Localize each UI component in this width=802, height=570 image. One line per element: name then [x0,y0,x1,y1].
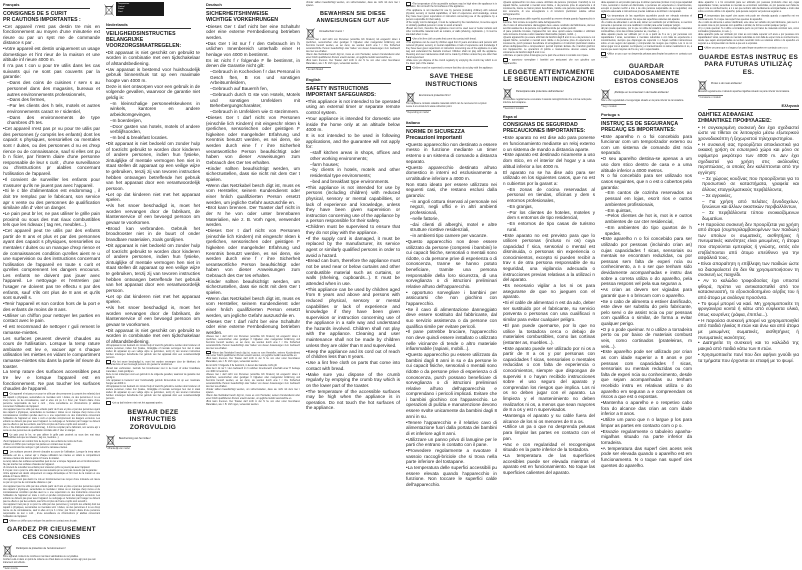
fine-print: •This appliance is not intended for use by persons (including children) with reduced physical, sensory or mental capabilities, or lack of experience and knowledge, unless they have been given supervision or instruction concerning use of the appliance by a person responsible for their safety. [406,9,497,21]
fine-print: Il n'a pas t con u pour tre utilis dans les cas suivants qui ne sont pas couverts par la garantie: [3,470,98,473]
fine-print: Deze is niet ontworpen voor een gebruik in de volgende gevallen, waarvoor de garantie niet geldig is: [106,373,200,379]
warning-icon [601,52,606,56]
crossed-bin-icon [503,86,512,97]
paragraph: •Questo apparecchio destinato all'uso domestico in interni ed esclusivamente a un'altitudine inferiore a 4000 m. [406,164,497,181]
paragraph: •Dieses Ger t darf nicht ber eine Schaltuhr oder eine externe Fernbedienung betrieben werden. [206,23,300,40]
crossed-bin-icon [601,87,610,98]
fine-print: •Brot kann brennen. Der Toaster darf nicht in der N he von oder unter brennbaren Materialien, wie z. B. Vorh ngen, verwendet werden. [206,401,300,407]
fine-print: •Se o cabo de alimenta o estiver danificado, este deve ser substitu do pelo fabricante, pelo servi o de assist ncia ou por pessoas com qualifica o similar, de forma a evitar qualquer perigo. [698,21,799,27]
paragraph: •Utiliser un chiffon pour nettoyer les parties en contact avec le pain. [3,312,100,324]
paragraph: •Mantenga el aparato y su cable fuera del alcance de los ni os menores de 8 a os. [503,413,595,424]
list-item: –Dans des fermes, [7,97,46,103]
fine-print: •Brot kann brennen. Der Toaster darf nicht in der N he von oder unter brennbaren Materialien, wie z. B. Vorh ngen, verwendet werden. [206,358,300,364]
list-item: –In bed & breakfast locaties. [110,135,168,141]
keep-instructions-heading-german: BEWAHREN SIE DIESE ANWEISUNGEN GUT AUF [316,11,390,24]
list-item: –Em cantos de cozinha reservados ao pessoal em lojas, escrit rios e outros ambientes profissionais, [605,190,692,207]
fine-print: •Cet appareil n'est pas destin tre mis en fonctionnement au moyen d'une minuterie ext rieure ou par un syst me de commande distance s par . [3,479,100,485]
fine-print: •Utilize um pano que n o largue p los para limpar as partes em contacto com o p o. [698,46,799,50]
list-item: – Για χρήση από πελάτες ξενοδοχείων, ξενώνων και άλλων οικιστικών περιβαλλόντων, [702,198,799,210]
paragraph: • Η παρούσα συσκευή μπορεί να χρησιμοποιηθεί από παιδιά ηλικίας 8 ετών και άνω και από άτομα με μειωμένες σωματικές, αισθητήριες ή πνευματικές ικανότητες. [698,317,799,340]
paragraph: •El pan puede quemarse, por lo que no utilice la tostadora cerca o debajo de materiales combustibles, como las cortinas (estanter as, muebles...). [503,322,595,345]
paragraph: •La temperatura de las superficies accesibles puede ser elevada mientras el aparato est en funcionamiento. No toque las superficies calientes del aparato. [503,453,595,475]
fine-print: •Use a lint free cloth on parts that come into contact with bread. [406,37,497,41]
paragraph: •O seu aparelho destina-se apenas a um uso dom stico dentro de casa e a uma altitude inferior a 4000 metros. [601,156,692,173]
paragraph: •Dit apparaat is niet bedoeld om zonder hulp of toezicht gebruikt te worden door kinderen of andere personen, indien hun fysieke, zintuiglijke of mentale vermogen hen niet in staat stellen dit apparaat op een veilige wijze te gebruiken, tenzij zij van tevoren instructies hebben ontvangen betreffende het gebruik van het apparaat door een verantwoordelijk persoon. [106,141,200,191]
section-subtitle: WICHTIGE VORKEHRUNGEN [206,16,279,23]
warning-icon [503,58,508,62]
language-label: Ελληνικά [708,103,799,110]
fine-print: •Children must be supervised to ensure that they do not play with the appliance. [406,66,497,70]
list-item: – Σε χώρους κουζίνας που προορίζονται για το προσωπικό σε καταστήματα, γραφεία και άλλους επαγγελματικούς περιβάλλοντα, [702,175,799,192]
column-portuguese [598,0,695,567]
paragraph: •Se o cabo de alimenta o estiver danificado, este deve ser substitu do pelo fabricante, pelo servi o de assist ncia ou por pessoas com qualifica o similar, de forma a evitar qualquer perigo. [601,298,692,326]
column-german [203,0,303,567]
warning-icon [106,360,111,364]
fine-print: •Brot kann brennen. Der Toaster darf nicht in der N he von oder unter brennbaren Materialien, wie z. B. Vorh ngen, verwendet werden. [306,60,400,66]
keep-instructions-heading: GUARDE ESTAS INSTRUÇ ES PARA FUTURAS UTILIZAÇ ES. [698,53,799,76]
paragraph: •Este aparelho n o foi concebido para funcionar com um temporizador externo ou com um sistema de comando dist ncia separado. [601,133,692,156]
warning-icon [406,66,411,70]
paragraph: •Este aparelho pode ser utilizado por crian as com idade superior a 8 anos e por pessoas com capacidades f sicas, sensoriais ou mentais reduzidas ou com falta de experi ncia ou conhecimento, desde que sejam acompanhadas ou tenham recebido instru es relativas utiliza o do aparelho em seguran a e compreendam os riscos a que est o expostas. [601,349,692,400]
paragraph: Es ist nicht f r folgende F lle bestimmt, in denen die Garantie nicht gilt: [206,57,300,69]
fine-print: •Il convient de surveiller les enfants pour s'assurer qu'ils ne jouent pas avec l'appareil. [3,466,91,469]
keep-instructions-heading: GUARDAR CUIDADOSAMENTE ESTOS CONSEJOS [613,62,680,85]
paragraph: •Este aparato est destinado nicamente a uso dom stico, en el interior del hogar y a una altitud inferior a los 4000 m. [503,152,595,169]
column-dutch [103,20,203,567]
paragraph: Non stato ideato per essere utilizzato nei seguenti casi, che restano esclusi dalla garanzia: [406,181,497,198]
paragraph: •Vac e con regularidad el recogemigas situado en la parte inferior de la tostadora. [503,441,595,453]
language-label: Français [3,2,90,9]
paragraph: •Kinder sollten beaufsichtigt werden, um sicherzustellen, dass sie nicht mit dem Ger t spielen. [206,165,300,182]
list-item: –In boerderijen, [110,117,142,123]
section-subtitle: IMPORTANT SAFEGUARDS: [306,91,376,98]
paragraph: •Brood kan verbranden. Gebruik het broodrooster niet in de buurt of onder brandbare materialen, zoals gordijnen. [106,225,200,243]
fine-print: •Si el cable de alimentaci n est da ado, deber ser sustituido por el fabricante, su servicio posventa o personas con una cualificaci n similar para evitar cualquier peligro. [601,21,692,27]
footnote: * Seg n modelo [601,106,617,109]
column-greek [695,0,802,567]
paragraph: •Questo apparecchio non destinato a essere messo in funzione mediante un timer esterno o un sistema di comando a distanza separato. [406,141,497,164]
warning-icon [503,17,508,21]
recycle-note: Your appliance contains valuable materials which can be recovered or recycled. [406,103,487,106]
section-subtitle: BELANGRIJKE VOORZORGSMAATREGELEN: [106,36,182,49]
list-item: –Par les clients des h tels, motels et autres environnements caract re r sidentiel, [7,103,100,114]
environment-section [503,86,595,97]
fine-print: •Wenn das Netzkabel besch digt ist, muss es vom Hersteller, seinem Kundendienst oder einer hnlich qualifizierten Person ersetzt werden, um jegliche Gefahr auszuschlie en. [206,395,300,401]
crossed-bin-icon [104,3,114,15]
warning-icon [601,14,606,18]
section-subtitle: ΣΗΜΑΝΤΙΚΕΣ ΠΡΟΦΥΛΑΞΕΙΣ: [698,117,772,124]
list-item: –nelle fattorie, [410,215,439,221]
paragraph: •Keep the appliance and its cord out of reach of children less than 8 years. [306,348,400,360]
warning-icon [3,392,8,396]
fine-print: •Dieses Ger t darf nicht von Personen (einschlie lich Kindern) mit eingeschr nkten k rperlichen, sensorischen oder geistigen F higkeiten oder mangelnder Erfahrung und Kenntnis benutzt werden, es sei denn, sie werden durch eine f r ihre Sicherheit verantwortliche Person beaufsichtigt oder haben von dieser Anweisungen zum Gebrauch des Ger tes erhalten. [306,39,400,53]
fine-print: •Tenir l'appareil et son cordon hors de la port e des enfants de moins de 8 ans. [3,440,83,443]
footnote: * Je nach Modell [306,69,323,72]
list-item: –in angoli cottura riservati al personale nei negozi, negli uffici e in altri ambienti professionali, [410,198,497,215]
paragraph: • Αν το καλώδιο τροφοδοσίας έχει υποστεί φθορά, πρέπει να αντικατασταθεί από τον κατασκευαστή, το εξουσιοδοτημένο σέρβις του ή από άτομα με ανάλογα προσόντα. [698,278,799,300]
section-title: CONSIGNES DE S CURIT [3,10,67,17]
environment-text: Protec o do meio ambiente! [711,82,742,86]
recycle-note: •Esvazie regularmente o tabuleiro apanha-migalhas situado na parte inferior da torradeira. [698,91,790,94]
fine-print: •Dit apparaat is niet bedoeld om zonder hulp of toezicht gebruikt te worden door kinderen of andere personen, indien hun fysieke, zintuiglijke of mentale vermogen hen niet in staat stellen dit apparaat op een veilige wijze te gebruiken, tenzij zij van tevoren instructies hebben ontvangen betreffende het gebruik van het apparaat door een verantwoordelijk persoon. [106,344,200,359]
list-item: – Σε αγροικίες, [702,192,732,198]
fine-print: •Wenn das Netzkabel besch digt ist, muss es vom Hersteller, seinem Kundendienst oder einer hnlich qualifizierten Person ersetzt werden, um jegliche Gefahr auszuschlie en. [206,352,300,358]
list-item: –Dans des coins de cuisines r serv s au personnel dans des magasins, bureaux et autres environnements professionnels, [7,80,100,97]
divider [406,110,431,111]
fine-print: •Questo apparecchio non deve essere utilizzato da persone (compresi i bambini) le cui capacit fisiche, sensoriali o mentali sono ridotte, o da persone prive di esperienza o di conoscenza, tranne se hanno potuto beneficiare, tramite una persona responsabile della loro sicurezza, di una sorveglianza o di istruzioni preliminari relative all'uso dell'apparecchio. [503,2,595,16]
paragraph: •Questo apparecchio pu essere utilizzato da bambini dagli 8 anni in su e da persone le cui capacit fisiche, sensoriali o mentali sono ridotte o da persone prive di esperienza o di conoscenza, purch possano beneficiare di sorveglianza o di istruzioni preliminari relative all'uso dell'apparecchio e comprendano i pericoli implicati. Evitare che i bambini giochino con l'apparecchio. Le operazioni di pulizia e manutenzione devono essere svolte unicamente da bambini dagli 8 anni in su. [406,352,497,419]
section-subtitle: PR CAUTIONS IMPORTANTES : [3,16,81,23]
paragraph: •Il est recommand de nettoyer r guli rement le ramasse-miettes. [3,324,100,335]
recycle-note: Confiez celui-ci dans un point de collecte ou d faut dans un centre service agr pour que son traitement soit effectu . [3,559,96,565]
environment-text: Participons la protection de l'environnement ! [16,547,66,551]
fine-print: •Este aparato no est previsto para que lo utilicen personas (incluso ni os) cuya capacidad f sica, sensorial o mental est disminuida, o personas sin experiencia o conocimientos, excepto si pueden recibir a trav s de otra persona responsable de su seguridad, una vigilancia adecuada o instrucciones previas relativas a la utilizaci n del aparato. [601,2,692,13]
fine-print: •If the supply cord is damaged, it must be replaced by the manufacturer, its service agent or similarly qualified persons in order to avoid a hazard. [406,21,497,27]
fine-print: •Utiliser un chiffon pour nettoyer les parties en contact avec le pain. [3,519,100,523]
list-item: –dai clienti di alberghi, motel e altre strutture ricettive residenziali, [410,221,497,233]
paragraph: La temp rature des surfaces accessibles peut tre lev e lorsque l'appareil est en fonctionnement. Ne pas toucher les surfaces chaudes de l'appareil. [3,369,100,392]
section-title: INSTRUÇ ES DE SEGURANÇA [601,120,679,127]
fine-print: •Make sure you dispose of the crumb regularly by emptying the crumb tray which is on the lower part of the toaster. [406,59,497,65]
recycle-note: Votre appareil contient de nombreux mat riaux valorisables ou recyclables. [3,556,79,559]
fine-print: •Utilice un pa o que no desprenda pelusas para limpiar las partes en contacto con el pan. [601,53,692,59]
fine-print: •Le pain peut br ler, ne pas utiliser le grille pain proximit ou sous des mat riaux combustibles tels que les rideaux ( tag res, meubles...). [3,434,100,440]
paragraph: •Mantenha o aparelho e o respetivo cabo fora do alcance das crian as com idade inferior a 8 anos. [601,400,692,417]
fine-print: •Se il cavo di alimentazione danneggiato deve essere sostituito dal fabbricante, dal suo servizio assistenza o da persone con qualifica simile per evitare pericoli. [503,24,595,30]
paragraph: •Questo apparecchio non deve essere utilizzato da persone (compresi i bambini) le cui capacit fisiche, sensoriali o mentali sono ridotte, o da persone prive di esperienza o di conoscenza, tranne se hanno potuto beneficiare, tramite una persona responsabile della loro sicurezza, di una sorveglianza o di istruzioni preliminari relative all'uso dell'apparecchio. [406,239,497,289]
list-item: –farm houses; [310,161,340,167]
paragraph: •Utilice un pa o que no desprenda pelusas para limpiar las partes en contacto con el pan. [503,424,595,441]
fine-print: •Let op dat kinderen niet met het apparaat spelen. [106,401,200,405]
paragraph: • Η συγκεκριμένη συσκευή δεν έχει σχεδιαστεί ώστε να τίθεται σε λειτουργία μέσω εξωτερικού χρονοδιακόπτη ή ξεχωριστού τηλεχειριστηρίου. [698,124,799,141]
fine-print: •Bread can burn, therefore the appliance must not be used near or below curtains and other combustible material such as curtains, or walls (shelving, cupboards...). It must be attended when in use. [406,27,497,36]
paragraph: •Provvedere regolarmente a svuotare il vassoio raccogli-briciole che si trova nella parte inferiore del tostapane. [406,448,497,465]
fine-print: •Brood kan verbranden. Gebruik het broodrooster niet in de buurt of onder brandbare materialen, zoals gordijnen. [106,367,200,373]
paragraph: • Χρησιμοποιείτε πανί που δεν αφήνει χνούδι για τα τμήματα που έρχονται σε επαφή με το ψωμί. [698,351,799,363]
paragraph: •Use a lint free cloth on parts that come into contact with bread. [306,360,400,371]
paragraph: •O p o pode queimar. N o utilize a torradeira perto ou por baixo de materiais combust veis, como cortinados (prateleiras, m veis...). [601,326,692,349]
paragraph: •Tenir l'appareil et son cordon hors de la port e des enfants de moins de 8 ans. [3,301,100,312]
environment-section [698,78,799,89]
paragraph: Deze is niet ontworpen voor een gebruik in de volgende gevallen, waarvoor de garantie niet geldig is: [106,83,200,100]
divider [306,67,331,68]
fine-print: •Dieses Ger t darf nicht von Personen (einschlie lich Kindern) mit eingeschr nkten k rperlichen, sensorischen oder geistigen F higkeiten oder mangelnder Erfahrung und Kenntnis benutzt werden, es sei denn, sie werden durch eine f r ihre Sicherheit verantwortliche Person beaufsichtigt oder haben von dieser Anweisungen zum Gebrauch des Ger tes erhalten. [206,335,300,350]
crossed-bin-icon [698,78,707,89]
crossed-bin-icon [3,543,12,554]
paragraph: •Let op dat kinderen niet met het apparaat spelen. [106,293,200,305]
environment-text: Environment protection first ! [419,94,451,98]
fine-print: •Kinder sollten beaufsichtigt werden, um sicherzustellen, dass sie nicht mit dem Ger t spielen. [306,2,400,7]
fine-print: •Utilizzare un panno privo di lanugine per le parti che entrano in contatto con il pane. [503,55,589,58]
paragraph: •Il pane potrebbe bruciare, l'apparecchio non deve quindi essere installato o utilizzato nelle vicinanze di tende o altro materiale infiammabile (rapiani, mobili...). [406,329,497,352]
footnote: * Afhankelijk van model [106,448,130,451]
paragraph: •Esvazie regularmente o tabuleiro apanha-migalhas situado na parte inferior da torradeira. [601,428,692,445]
list-item: –En granjas, [507,203,533,209]
divider [698,95,723,96]
divider [601,104,626,105]
divider [503,106,528,107]
paragraph: •Your appliance is intended for domestic use inside the home only at an altitude below 4000 m. [306,115,400,133]
list-item: –Pelos clientes de hot is, mot is e outros ambientes de car cter residencial, [605,213,692,225]
paragraph: Il n'a pas t con u pour tre utilis dans les cas suivants qui ne sont pas couverts par la garantie: [3,63,100,80]
fine-print: •El pan puede quemarse, por lo que no utilice la tostadora cerca o debajo de materiales combustibles, como las cortinas (estanter as, muebles...). [601,27,692,33]
paragraph: • Διατηρείτε τη συσκευή και το καλώδιό της μακριά από παιδιά κάτω των 8 ετών. [698,340,799,352]
column-french [0,0,103,570]
fine-print: •Il est recommand de nettoyer r guli rement le ramasse-miettes. [3,446,68,449]
fine-print: •Il pane potrebbe bruciare, l'apparecchio non deve quindi essere installato o utilizzato nelle vicinanze di tende o altro materiale infiammabile (rapiani, mobili...). [503,30,595,36]
list-item: –staff kitchen areas in shops, offices and other working environments; [310,150,400,161]
paragraph: •Wenn das Netzkabel besch digt ist, muss es vom Hersteller, seinem Kundendienst oder einer hnlich qualifizierten Person ersetzt werden, um jegliche Gefahr auszuschlie en. [206,295,300,318]
list-item: –In kleinschalige personeelskeukens in winkels, kantoren en andere arbeidsomgevingen, [110,100,200,117]
paragraph: •Cet appareil n'est pas destin tre mis en fonctionnement au moyen d'une minuterie ext rieure ou par un syst me de commande distance s par . [3,23,100,46]
list-item: –Por los clientes de hoteles, moteles y dem s entornos de tipo residencial, [507,209,595,221]
environment-section [601,87,692,98]
paragraph: •Este aparato no est previsto para que lo utilicen personas (incluso ni os) cuya capacidad f sica, sensorial o mental est disminuida, o personas sin experiencia o conocimientos, excepto si pueden recibir a trav s de otra persona responsable de su seguridad, una vigilancia adecuada o instrucciones previas relativas a la utilizaci n del aparato. [503,232,595,283]
fine-print: •La temperatura delle superfici accessibili pu essere elevata quando l'apparecchio in funzione. Non toccare le superfici calde dell'apparecchio. [503,18,595,24]
language-label: English [306,77,391,84]
environment-section [406,90,497,101]
list-item: –Door gasten van hotels, motels of andere verblijfsoorden, [110,123,200,135]
paragraph: •Make sure you dispose of the crumb regularly by emptying the crumb tray which is on the lower part of the toaster. [306,371,400,388]
warning-icon [106,401,111,405]
paragraph: •Votre appareil est destin uniquement un usage domestique et l'int rieur de la maison et une altitude inf rieure 4000 m. [3,46,100,63]
warning-icon [698,46,703,50]
paragraph: •This appliance is not intended for use by persons (including children) with reduced physical, sensory or mental capabilities, or lack of experience and knowledge, unless they have been given supervision or instruction concerning use of the appliance by a person responsible for their safety. [306,184,400,224]
fine-print: •Cet appareil peut tre utilis par des enfants partir de 8 ans et plus et par des personnes ayant des capacit s physiques, sensorielles ou mentales r duites ou un manque d'exp rience et de connaissances condition qu'elles aient re u une supervision ou des instructions concernant l'utilisation de l'appareil en toute s curit et qu'elles comprennent les dangers encourus. Les enfants ne doivent pas jouer avec l'appareil. Le nettoyage et l'entretien par l'usager ne doivent pas tre effectu s par des enfants, sauf s'ils ont plus de 8 ans et qu'ils sont surveill s. [3,408,100,426]
paragraph: • Η παρούσα συσκευή δεν προορίζεται για χρήση από άτομα (συμπεριλαμβανομένων των παιδιών) των οποίων οι σωματικές, αισθητήριες ή πνευματικές ικανότητες είναι μειωμένες, ή άτομα που στερούνται εμπειρίας ή γνώσης, εκτός εάν επιβλέπονται από άτομο υπεύθυνο για την ασφάλειά τους. [698,221,799,261]
paragraph: • opportuno sorvegliare i bambini per assicurarsi che non giochino con l'apparecchio. [406,289,497,306]
list-item: –Em ambientes do tipo quartos de h spedes. [605,224,692,236]
paragraph: •Dit apparaat is niet bedoeld om zonder hulp of toezicht gebruikt te worden door kinderen of andere personen, indien hun fysieke, zintuiglijke of mentale vermogen hen niet in staat stellen dit apparaat op een veilige wijze te gebruiken, tenzij zij van tevoren instructies hebben ontvangen betreffende het gebruik van het apparaat door een verantwoordelijk persoon. [106,242,200,293]
fine-print: Es ist nicht f r folgende F lle bestimmt, in denen die Garantie nicht gilt: [206,364,278,367]
paragraph: •Es necesario vigilar a los ni os para asegurarse de que no jueguen con el aparato. [503,283,595,300]
column-spanish [500,0,598,567]
divider [3,566,28,567]
paragraph: •Als het snoer beschadigd is, moet het worden vervangen door de fabrikant, de klantenservice of een bevoegd persoon om gevaar te voorkomen. [106,305,200,327]
warning-icon [698,14,703,18]
list-item: – Σε περιβάλλοντα τύπου ενοικιαζόμενων δωματίων. [702,210,799,221]
paragraph: •Si le c ble d'alimentation est endommag , il doit tre remplac par le fabricant, son service apr s vente ou des personnes de qualification similaire afin d' viter un danger. [3,188,100,211]
fine-print: •Utiliser un chiffon pour nettoyer les parties en contact avec le pain. [3,443,72,446]
section-title: NORME DI SICUREZZA [406,128,465,135]
section-title: VEILIGHEIDSINSTRUCTIES [106,30,176,37]
recycle-note: Leave it at a local civic waste collection point. [406,106,453,109]
list-item: –En zonas de cocina reservadas al personal en tiendas, oficinas y dem s entornos profesionales, [507,186,595,203]
fine-print: •Cet appareil n'est pas pr vu pour tre utilis par des personnes (y compris les enfants) dont les capacit s physiques, sensorielles ou mentales sont r duites, ou des personnes d nu es d'exp rience ou de connaissance, sauf si elles ont pu b n ficier, par l'interm diaire d'une personne responsable de leur s curit , d'une surveillance ou d'instructions pr alables concernant l'utilisation de l'appareil. [3,503,100,518]
fine-print: •Kinder sollten beaufsichtigt werden, um sicherzustellen, dass sie nicht mit dem Ger t spielen. [206,389,300,395]
paragraph: •Das Ger t ist nur f r den Gebrauch im h uslichen Innenbereich unterhalb einer H henlage von 4000 m bestimmt. [206,40,300,57]
fine-print: •Als het snoer beschadigd is, moet het worden vervangen door de fabrikant, de klantenservice of een bevoegd persoon om gevaar te voorkomen. [106,361,200,367]
paragraph: •Dit apparaat is niet geschikt om gebruikt te worden in combinatie met een tijdschakelaar of afstandsbediening. [106,327,200,344]
paragraph: El aparato no se ha dise ado para ser utilizado en los siguientes casos, que no est n cubiertos por la garant a: [503,169,595,186]
paragraph: •Si el cable de alimentaci n est da ado, deber ser sustituido por el fabricante, su servicio posventa o personas con una cualificaci n similar para evitar cualquier peligro. [503,300,596,323]
section-subtitle: Precauzioni importanti [406,134,462,141]
list-item: –Gebrauch durch G ste von Hotels, Motels und sonstigen Umfeldern mit Beherbergungscharakter, [210,92,300,109]
paragraph: •As crian as devem ser vigiadas para garantir que n o brincam com o aparelho. [601,287,692,298]
footnote: * Depending on model [406,112,429,115]
paragraph: •Uw apparaat is bestemd voor huishoudelijk gebruik binnenshuis tot op een maximale hoogte van 4000 m. [106,66,200,83]
language-label: Italiano [406,120,488,127]
column-italian [403,0,500,567]
language-label: Portugu s [601,112,683,119]
recycle-note: •Provvedere regolarmente a svuotare il vassoio raccogli-briciole che si trova nella parte inferiore del tostapane. [503,98,592,104]
paragraph: •This appliance can be used by children aged from 8 years and above and persons with reduced physical, sensory or mental capabilities or lack of experience and knowledge if they have been given supervision or instruction concerning use of the appliance in a safe way and understand the hazards involved. Children shall not play with the appliance. Cleaning and user maintenance shall not be made by children unless they are older than 8 and supervised. [306,286,400,348]
warning-icon [406,2,411,6]
section-subtitle: PRECAUCIONES IMPORTANTES: [503,128,586,135]
footnote: * Consoante o modelo [698,97,721,100]
keep-instructions-heading: BEWAAR DEZE INSTRUCTIES ZORGVULDIG [127,408,179,431]
list-item: –Dans des environnements de type chambres d'h tes. [7,114,100,126]
paragraph: •La temperatura delle superfici accessibili pu essere elevata quando l'apparecchio in funzione. Non toccare le superfici calde dell'apparecchio. [406,465,497,487]
fine-print: •La temperatura de las superficies accesibles puede ser elevada mientras el aparato est en funcionamiento. No toque las superficies calientes del aparato. [601,15,692,21]
warning-icon [206,351,211,355]
fine-print: •Cet appareil peut tre utilis par des enfants partir de 8 ans et plus et par des personnes ayant des capacit s physiques, sensorielles ou mentales r duites ou un manque d'exp rience et de connaissances condition qu'elles aient re u une supervision ou des instructions concernant l'utilisation de l'appareil en toute s curit et qu'elles comprennent les dangers encourus. Les enfants ne doivent pas jouer avec l'appareil. Le nettoyage et l'entretien par l'usager ne doivent pas tre effectu s par des enfants, sauf s'ils ont plus de 8 ans et qu'ils sont surveill s. [3,485,100,503]
environment-section [3,543,100,554]
crossed-bin-icon [406,90,415,101]
product-label-image [104,2,164,16]
warning-icon [3,519,8,523]
paragraph: • Το ψωμί μπορεί να καεί. Μη χρησιμοποιείτε τη φρυγανιέρα κοντά ή κάτω από εύφλεκτα υλικά, όπως κουρτίνες (ράφια, έπιπλα...). [698,300,799,317]
paragraph: •A temperatura das superf cies acess veis pode ser elevada quando o aparelho est em funcionamento. N o toque nas superf cies quentes do aparelho. [601,445,692,468]
fine-print: •Uw apparaat is bestemd voor huishoudelijk gebruik binnenshuis tot op een maximale hoogte van 4000 m. [106,379,200,385]
paragraph: •This appliance is not intended to be operated using an external timer or separate remote control system. [306,98,400,116]
crossed-bin-icon [306,26,315,37]
fine-print: •Votre appareil est destin uniquement un usage domestique et l'int rieur de la maison et une altitude inf rieure 4000 m. [3,473,100,479]
recycle-note: •Vac e con regularidad el recogemigas situado en la parte inferior de la tostadora. [601,100,684,103]
environment-text: Bescherming van het milieu ! [119,437,152,441]
environment-text: Partecipiamo alla protezione dell'ambiente! [516,89,564,93]
fine-print: • opportuno sorvegliare i bambini per assicurarsi che non giochino con l'apparecchio. [503,59,595,65]
warning-icon [3,450,8,454]
paragraph: •Kinder sollten beaufsichtigt werden, um sicherzustellen, dass sie nicht mit dem Ger t spielen. [206,278,300,295]
paragraph: •Dit apparaat is niet geschikt om gebruikt te worden in combinatie met een tijdschakelaar of afstandsbediening. [106,49,200,66]
paragraph: •Utilize um pano que n o largue p los para limpar as partes em contacto com o p o. [601,417,692,428]
paragraph: •Let op dat kinderen niet met het apparaat spelen. [106,191,200,203]
paragraph: •The temperature of the accessible surfaces may be high when the appliance is in operation. Do not touch the hot surfaces of the appliance. [306,388,400,411]
list-item: –in ambienti tipo camere per vacanze. [410,233,488,239]
keep-instructions-heading: LEGGETE ATTENTAMENTE LE SEGUENTI INDICAZIONI [503,68,595,84]
fine-print: •Este aparato puede ser utilizado por ni os a partir de 8 a os y por personas con capacidades f sicas, sensoriales o mentales reducidas o con falta de experiencia o conocimientos, siempre que dispongan de supervisi n o hayan recibido instrucciones sobre el uso seguro del aparato y comprendan los riesgos que implica. Los ni os no deben jugar con el aparato. La limpieza y el mantenimiento no deben realizarlos ni os, a menos que sean mayores de 8 a os y est n supervisados. [601,34,692,52]
fine-print: •Si le c ble d'alimentation est endommag , il doit tre remplac par le fabricant, son service apr s vente ou des personnes de qualification similaire afin d' viter un danger. [3,426,100,432]
section-title: SAFETY INSTRUCTIONS [306,85,369,92]
fine-print: •Dit apparaat is niet bedoeld om zonder hulp of toezicht gebruikt te worden door kinderen of andere personen, indien hun fysieke, zintuiglijke of mentale vermogen hen niet in staat stellen dit apparaat op een veilige wijze te gebruiken, tenzij zij van tevoren instructies hebben ontvangen betreffende het gebruik van het apparaat door een verantwoordelijk persoon. [106,386,200,401]
paragraph: •Dieses Ger t darf nicht ber eine Schaltuhr oder eine externe Fernbedienung betrieben werden. [206,318,300,335]
fine-print: Les surfaces peuvent devenir chaudes au cours de l'utilisation. Lorsque la temp rature ambiante est lev e, vacuer apr s chaque utilisation les miettes en vidant le compartiment ramasse-miettes situ dans la partie inf rieure du toaster. [3,451,100,460]
paragraph: •Brot kann brennen. Der Toaster darf nicht in der N he von oder unter brennbaren Materialien, wie z. B. Vorh ngen, verwendet werden. [206,205,300,228]
paragraph: •Este aparato puede ser utilizado por ni os a partir de 8 a os y por personas con capacidades f sicas, sensoriales o mentales reducidas o con falta de experiencia o conocimientos, siempre que dispongan de supervisi n o hayan recibido instrucciones sobre el uso seguro del aparato y comprendan los riesgos que implica. Los ni os no deben jugar con el aparato. La limpieza y el mantenimiento no deben realizarlos ni os, a menos que sean mayores de 8 a os y est n supervisados. [503,345,595,413]
list-item: –by clients in hotels, motels and other residential type environments; [310,167,400,179]
list-item: –Gebrauch in Kochecken f r das Personal in Gesch ften, B ros und sonstigen Arbeitsumfeldern, [210,69,300,86]
paragraph: •Este aparato no est dise ado para ponerse en funcionamiento mediante un reloj externo o un sistema de mando a distancia aparte. [503,135,595,152]
list-item: –Gebrauch auf Bauernh fen, [210,86,268,92]
list-item: –Em quintas, [605,207,632,213]
section-subtitle: PRECAUÇ ES IMPORTANTES: [601,126,676,133]
paragraph: •Dieses Ger t darf nicht von Personen (einschlie lich Kindern) mit eingeschr nkten k rperlichen, sensorischen oder geistigen F higkeiten oder mangelnder Erfahrung und Kenntnis benutzt werden, es sei denn, sie werden durch eine f r ihre Sicherheit verantwortliche Person beaufsichtigt oder haben von dieser Anweisungen zum Gebrauch des Ger tes erhalten. [206,228,300,278]
fine-print: La temp rature des surfaces accessibles peut tre lev e lorsque l'appareil est en fonctionnement. Ne pas toucher les surfaces chaudes de l'appareil. [3,460,100,466]
paragraph: It is not intended to be used in following applications, and the guarantee will not apply for: [306,133,400,150]
footnote: * Secondo il modello [503,107,524,110]
paragraph: •Children must be supervised to ensure that they do not play with the appliance. [306,224,400,235]
section-title: SICHERHEITSHINWEISE [206,10,269,17]
paragraph: •Este aparelho n o foi concebido para ser utilizado por pessoas (incluindo crian as) cujas capacidades f sicas, sensoriais ou mentais se encontram reduzidas, ou por pessoas sem falta de experi ncia ou conhecimento, a n o ser que tenham sido devidamente acompanhadas e instru das sobre a correta utiliza o do aparelho, pela pessoa respons vel pela sua seguran a. [601,236,692,287]
environment-text: Umweltschutz zuerst ! [319,30,344,33]
paragraph: •Wenn das Netzkabel besch digt ist, muss es vom Hersteller, seinem Kundendienst oder einer hnlich qualifizierten Person ersetzt werden, um jegliche Gefahr auszuschlie en. [206,182,300,205]
language-label: Nederlands [106,22,191,29]
fine-print: •Questo apparecchio pu essere utilizzato da bambini dagli 8 anni in su e da persone le cui capacit fisiche, sensoriali o mentali sono ridotte o da persone prive di esperienza o di conoscenza, purch possano beneficiare di sorveglianza o di istruzioni preliminari relative all'uso dell'apparecchio e comprendano i pericoli implicati. Evitare che i bambini giochino con l'apparecchio. Le operazioni di pulizia e manutenzione devono essere svolte unicamente da bambini dagli 8 anni in su. [503,37,595,55]
fine-print: •Este aparelho pode ser utilizado por crian as com idade superior a 8 anos e por pessoas com capacidades f sicas, sensoriais ou mentais reduzidas ou com falta de experi ncia ou conhecimento, desde que sejam acompanhadas ou tenham recebido instru es relativas utiliza o do aparelho em seguran a e compreendam os riscos a que est o expostas. [698,34,799,46]
list-item: –bed and breakfast type environments. [310,178,390,184]
fine-print: •A temperatura das superf cies acess veis pode ser elevada quando o aparelho est em funcionamento. N o toque nas superf cies quentes do aparelho. [698,15,799,21]
fine-print: •Dieses Ger t darf nicht von Personen (einschlie lich Kindern) mit eingeschr nkten k rperlichen, sensorischen oder geistigen F higkeiten oder mangelnder Erfahrung und Kenntnis benutzt werden, es sei denn, sie werden durch eine f r ihre Sicherheit verantwortliche Person beaufsichtigt oder haben von dieser Anweisungen zum Gebrauch des Ger tes erhalten. [206,373,300,388]
paragraph: •Il convient de surveiller les enfants pour s'assurer qu'ils ne jouent pas avec l'appareil. [3,176,100,188]
environment-text: ¡Participe en la conservaci n del medio ambiente! [614,91,669,95]
paragraph: •Cet appareil n'est pas pr vu pour tre utilis par des personnes (y compris les enfants) dont les capacit s physiques, sensorielles ou mentales sont r duites, ou des personnes d nu es d'exp rience ou de connaissance, sauf si elles ont pu b n ficier, par l'interm diaire d'une personne responsable de leur s curit , d'une surveillance ou d'instructions pr alables concernant l'utilisation de l'appareil. [3,126,100,177]
section-title: ΟΔΗΓΙΕΣ ΑΣΦΑΛΕΙΑΣ [698,111,754,118]
fine-print: •Este aparelho n o foi concebido para ser utilizado por pessoas (incluindo crian as) cujas capacidades f sicas, sensoriais ou mentais se encontram reduzidas, ou por pessoas sem falta de experi ncia ou conhecimento, a n o ser que tenham sido devidamente acompanhadas e instru das sobre a correta utiliza o do aparelho, pela pessoa respons vel pela sua seguran a. [698,2,799,13]
list-item: –Gebrauch in Umfeldern wie G stezimmern. [210,109,300,115]
fine-print: •O p o pode queimar. N o utilize a torradeira perto ou por baixo de materiais combust veis, como cortinados (prateleiras, m veis...). [698,27,799,33]
paragraph: Les surfaces peuvent devenir chaudes au cours de l'utilisation. Lorsque la temp rature ambiante est lev e, vacuer apr s chaque utilisation les miettes en vidant le compartiment ramasse-miettes situ dans la partie inf rieure du toaster. [3,335,100,369]
fine-print: •The temperature of the accessible surfaces may be high when the appliance is in operation. Do not touch the hot surfaces of the appliance. [406,3,497,9]
crossed-bin-icon [106,433,115,444]
column-english [303,0,403,567]
keep-instructions-heading: SAVE THESE INSTRUCTIONS [425,73,478,88]
paragraph: •Dieses Ger t darf nicht von Personen (einschlie lich Kindern) mit eingeschr nkten k rperlichen, sensorischen oder geistigen F higkeiten oder mangelnder Erfahrung und Kenntnis benutzt werden, es sei denn, sie werden durch eine f r ihre Sicherheit verantwortliche Person beaufsichtigt oder haben von dieser Anweisungen zum Gebrauch des Ger tes erhalten. [206,115,300,165]
environment-section [106,433,200,444]
language-label: Deutsch [206,2,291,9]
fine-print: •Das Ger t ist nur f r den Gebrauch im h uslichen Innenbereich unterhalb einer H henlage von 4000 m bestimmt. [206,367,300,373]
rating-label: Temperature Control Power Cord [116,2,164,16]
fine-print: •Cet appareil n'est pas pr vu pour tre utilis par des personnes (y compris les enfants) dont les capacit s physiques, sensorielles ou mentales sont r duites, ou des personnes d nu es d'exp rience ou de connaissance, sauf si elles ont pu b n ficier, par l'interm diaire d'une personne responsable de leur s curit , d'une surveillance ou d'instructions pr alables concernant l'utilisation de l'appareil. [3,393,100,408]
section-title: CONSIGNAS DE SEGURIDAD [503,122,578,129]
paragraph: • Είναι απαραίτητη η επίβλεψη των παιδιών ώστε να διασφαλιστεί ότι δεν θα χρησιμοποιήσουν τη συσκευή ως παιχνίδι. [698,260,799,278]
paragraph: •Se il cavo di alimentazione danneggiato deve essere sostituito dal fabbricante, dal suo servizio assistenza o da persone con qualifica simile per evitare pericoli. [406,306,497,329]
fine-print: •This appliance can be used by children aged from 8 years and above and persons with reduced physical, sensory or mental capabilities or lack of experience and knowledge if they have been given supervision or instruction concerning use of the appliance in a safe way and understand the hazards involved. Children shall not play with the appliance. Cleaning and user maintenance shall not be made by children unless they are older than 8 and supervised. [406,41,497,59]
paragraph: •Cet appareil peut tre utilis par des enfants partir de 8 ans et plus et par des personnes ayant des capacit s physiques, sensorielles ou mentales r duites ou un manque d'exp rience et de connaissances condition qu'elles aient re u une supervision ou des instructions concernant l'utilisation de l'appareil en toute s curit et qu'elles comprennent les dangers encourus. Les enfants ne doivent pas jouer avec l'appareil. Le nettoyage et l'entretien par l'usager ne doivent pas tre effectu s par des enfants, sauf s'ils ont plus de 8 ans et qu'ils sont surveill s. [3,228,100,301]
fine-print: •Wenn das Netzkabel besch digt ist, muss es vom Hersteller, seinem Kundendienst oder einer hnlich qualifizierten Person ersetzt werden, um jegliche Gefahr auszuschlie en. [306,54,400,60]
paragraph: • Η συσκευή σας προορίζεται αποκλειστικά για οικιακή χρήση σε εσωτερικό χώρο και μόνο σε υψόμετρο μικρότερο των 4000 m. Δεν έχει σχεδιαστεί για χρήση στις ακόλουθες περιπτώσεις, οι οποίες δεν καλύπτονται από την εγγύηση: [698,141,799,175]
paragraph: •Bread can burn, therefore the appliance must not be used near or below curtains and other combustible material such as curtains, or walls (shelving, cupboards...). It must be attended when in use. [306,258,400,286]
paragraph: •If the supply cord is damaged, it must be replaced by the manufacturer, its service agent or similarly qualified persons in order to avoid a hazard. [306,235,400,258]
keep-instructions-heading: GARDEZ PR CIEUSEMENT CES CONSIGNES [7,526,96,541]
warning-icon [406,37,411,41]
language-label: Espa ol [503,114,586,121]
footnote: * Selon mod le [3,568,18,570]
paragraph: •Utilizzare un panno privo di lanugine per le parti che entrano in contatto con il pane. [406,436,497,448]
paragraph: N o foi concebido para ser utilizado nos casos seguintes, que n o est o cobertos pela garantia: [601,173,692,190]
paragraph: •Le pain peut br ler, ne pas utiliser le grille pain proximit ou sous des mat riaux combustibles tels que les rideaux ( tag res, meubles...). [3,211,100,228]
paragraph: •Als het snoer beschadigd is, moet het worden vervangen door de fabrikant, de klantenservice of een bevoegd persoon om gevaar te voorkomen. [106,203,200,225]
paragraph: •Tenere l'apparecchio e il relativo cavo di alimentazione fuori dalla portata dei bambini di et inferiore agli 8 anni. [406,419,497,436]
environment-section [306,26,400,37]
list-item: –En entornos de tipo casas de turismo rural. [507,221,595,232]
